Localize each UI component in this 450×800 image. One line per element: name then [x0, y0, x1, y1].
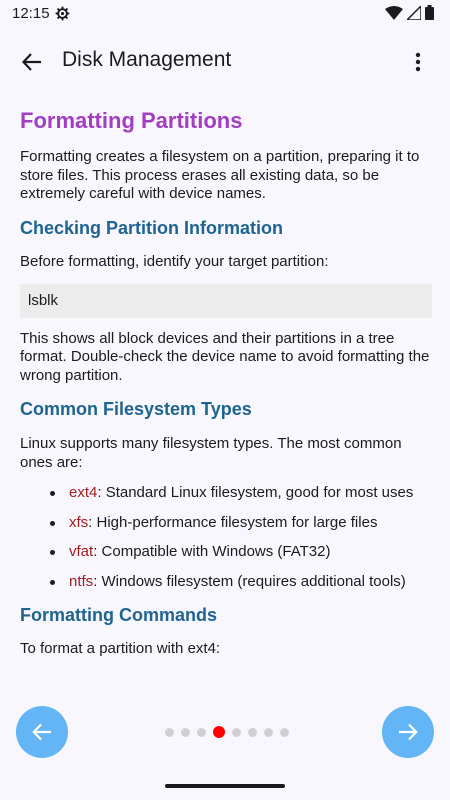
- list-item-term: xfs: [69, 513, 89, 531]
- app-bar: [0, 34, 450, 90]
- list-item: [50, 514, 432, 532]
- more-vert-icon: [415, 52, 421, 72]
- overflow-menu-button[interactable]: [400, 44, 436, 80]
- code-block-lsblk: lsblk: [20, 284, 432, 318]
- battery-icon: [425, 5, 434, 20]
- status-icons: [385, 5, 434, 20]
- list-item: [50, 573, 432, 591]
- section-text-filesystems: Linux supports many filesystem types. The most common ones are:: [20, 435, 402, 471]
- arrow-right-icon: [398, 723, 418, 741]
- section-heading-checking: Checking Partition Information: [20, 217, 284, 238]
- list-item-term: ntfs: [69, 572, 94, 590]
- section-text-checking: Before formatting, identify your target partition:: [20, 253, 329, 271]
- section-heading-filesystems: Common Filesystem Types: [20, 399, 252, 420]
- list-item-term: ext4: [69, 484, 98, 502]
- list-item: [50, 543, 432, 561]
- arrow-left-icon: [32, 723, 52, 741]
- cell-signal-icon: [407, 6, 421, 20]
- page-dot[interactable]: [248, 728, 257, 737]
- page-dot[interactable]: [232, 728, 241, 737]
- list-item-desc: : Standard Linux filesystem, good for most uses: [97, 484, 414, 502]
- settings-gear-icon: [55, 6, 70, 21]
- section-after-checking: This shows all block devices and their partitions in a tree format. Double-check the device name to avoid formatting the wrong partition.: [20, 329, 430, 384]
- list-item-term: vfat: [69, 543, 94, 561]
- home-indicator[interactable]: [165, 784, 285, 788]
- article-content: [20, 108, 432, 671]
- article-title: Formatting Partitions: [20, 108, 243, 133]
- page-dot[interactable]: [280, 728, 289, 737]
- page-dot-active[interactable]: [213, 726, 225, 738]
- section-text-commands: To format a partition with ext4:: [20, 640, 221, 658]
- status-bar: [0, 0, 450, 28]
- list-item-desc: : High-performance filesystem for large files: [88, 513, 378, 531]
- page-title: Disk Management: [62, 48, 232, 71]
- list-item-desc: : Compatible with Windows (FAT32): [93, 543, 331, 561]
- page-dot[interactable]: [197, 728, 206, 737]
- previous-page-button[interactable]: [16, 706, 68, 758]
- page-indicator: [165, 726, 289, 738]
- page-dot[interactable]: [264, 728, 273, 737]
- section-heading-commands: Formatting Commands: [20, 604, 218, 625]
- page-dot[interactable]: [181, 728, 190, 737]
- next-page-button[interactable]: [382, 706, 434, 758]
- page-dot[interactable]: [165, 728, 174, 737]
- list-item: [50, 484, 432, 502]
- intro-paragraph: Formatting creates a filesystem on a partition, preparing it to store files. This process erases all existing data, so be extremely careful with device names.: [20, 148, 420, 203]
- filesystem-list: [50, 484, 432, 591]
- status-time: 12:15: [12, 5, 50, 22]
- wifi-icon: [385, 6, 403, 20]
- list-item-desc: : Windows filesystem (requires additional tools): [93, 572, 406, 590]
- arrow-left-icon: [22, 53, 42, 71]
- back-button[interactable]: [14, 44, 50, 80]
